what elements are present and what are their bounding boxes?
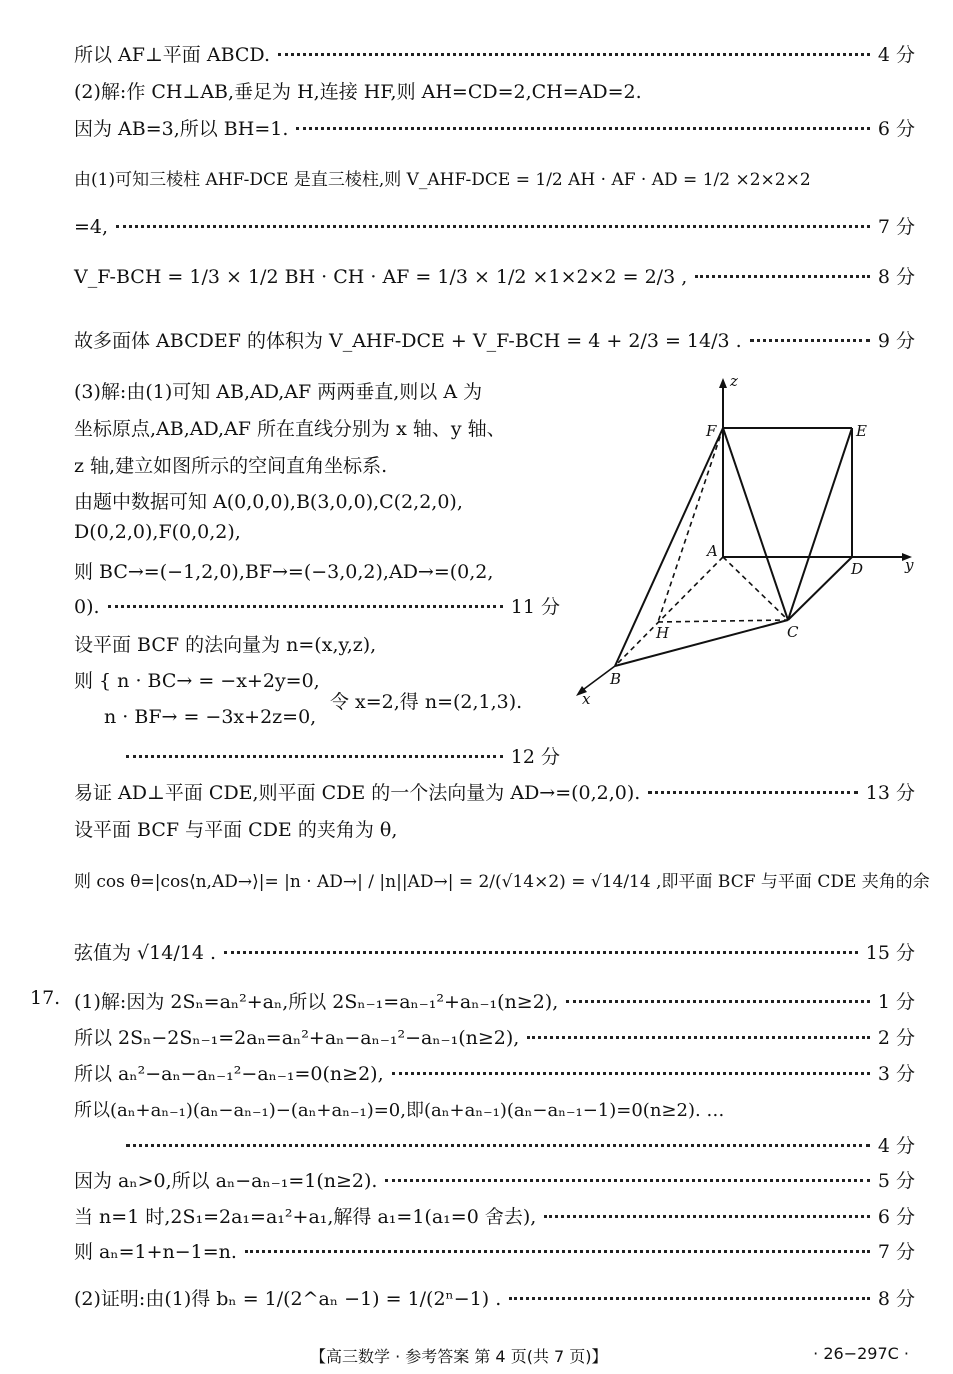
solution-line: 设平面 BCF 与平面 CDE 的夹角为 θ,: [74, 819, 398, 841]
line-text: (1)解:因为 2Sₙ=aₙ²+aₙ,所以 2Sₙ₋₁=aₙ₋₁²+aₙ₋₁(n≥2),: [74, 991, 559, 1013]
solution-line: [118, 1131, 915, 1158]
leader-dots: [108, 605, 503, 608]
label-H: H: [656, 624, 670, 642]
solution-line: [74, 1284, 915, 1311]
line-text: 0).: [74, 596, 100, 618]
leader-dots: [126, 755, 503, 758]
solution-line: [74, 1059, 915, 1086]
label-A: A: [707, 542, 718, 560]
leader-dots: [392, 1072, 870, 1075]
solution-line: [74, 114, 915, 141]
solution-line: 坐标原点,AB,AD,AF 所在直线分别为 x 轴、y 轴、: [74, 418, 506, 440]
score: 5 分: [877, 1170, 915, 1192]
line-text: (2)证明:由(1)得 bₙ = 1/(2^aₙ −1) = 1/(2ⁿ−1) .: [74, 1288, 502, 1310]
label-z: z: [730, 372, 738, 390]
coordinate-figure: [570, 370, 930, 710]
solution-line: D(0,2,0),F(0,0,2),: [74, 521, 241, 543]
score: 4 分: [877, 1135, 915, 1157]
system-line-1: 则 { n · BC→ = −x+2y=0,: [74, 670, 320, 692]
z-arrow: [719, 378, 727, 388]
leader-dots: [544, 1215, 870, 1218]
edge-EC: [788, 428, 852, 620]
solution-line: [74, 212, 915, 239]
solution-line: [74, 938, 915, 965]
leader-dots: [648, 791, 857, 794]
score: 11 分: [510, 596, 560, 618]
leader-dots: [750, 339, 870, 342]
score: 6 分: [877, 118, 915, 140]
score: 4 分: [877, 44, 915, 66]
solution-line: [74, 1023, 915, 1050]
line-text: V_F-BCH = 1/3 × 1/2 BH · CH · AF = 1/3 × 1/2 ×1×2×2 = 2/3 ,: [74, 266, 688, 288]
line-text: 弦值为 √14/14 .: [74, 942, 216, 964]
label-x: x: [582, 690, 591, 708]
x-axis-hidden: [615, 557, 723, 666]
line-text: 当 n=1 时,2S₁=2a₁=a₁²+a₁,解得 a₁=1(a₁=0 舍去),: [74, 1206, 537, 1228]
solution-line: 则 BC→=(−1,2,0),BF→=(−3,0,2),AD→=(0,2,: [74, 561, 494, 583]
label-D: D: [851, 560, 864, 578]
line-text: 故多面体 ABCDEF 的体积为 V_AHF-DCE + V_F-BCH = 4 + 2/3 = 14/3 .: [74, 330, 742, 352]
line-text: =4,: [74, 216, 109, 238]
line-text: 所以 AF⊥平面 ABCD.: [74, 44, 271, 66]
label-y: y: [905, 556, 914, 574]
score: 12 分: [510, 746, 560, 768]
solution-line: [74, 262, 915, 289]
score: 7 分: [877, 1241, 915, 1263]
line-text: 因为 AB=3,所以 BH=1.: [74, 118, 289, 140]
label-F: F: [706, 422, 717, 440]
leader-dots: [278, 53, 870, 56]
score: 15 分: [865, 942, 915, 964]
solution-line: 设平面 BCF 的法向量为 n=(x,y,z),: [74, 634, 377, 656]
solution-line: [74, 592, 560, 619]
footer-code: · 26−297C ·: [813, 1344, 909, 1363]
solution-line: 则 cos θ=|cos⟨n,AD→⟩|= |n · AD→| / |n||AD→| = 2/(√14×2) = √14/14 ,即平面 BCF 与平面 CDE 夹角的余: [74, 872, 930, 892]
solution-line: (3)解:由(1)可知 AB,AD,AF 两两垂直,则以 A 为: [74, 381, 483, 403]
score: 9 分: [877, 330, 915, 352]
solution-line: 所以(aₙ+aₙ₋₁)(aₙ−aₙ₋₁)−(aₙ+aₙ₋₁)=0,即(aₙ+aₙ₋₁)(aₙ−aₙ₋₁−1)=0(n≥2). …: [74, 1100, 725, 1121]
label-B: B: [610, 670, 622, 688]
solution-line: 由(1)可知三棱柱 AHF-DCE 是直三棱柱,则 V_AHF-DCE = 1/2 AH · AF · AD = 1/2 ×2×2×2: [74, 170, 811, 190]
question-number: 17.: [30, 987, 61, 1009]
score: 1 分: [877, 991, 915, 1013]
system-line-2: n · BF→ = −3x+2z=0,: [104, 706, 317, 728]
solution-line: [74, 326, 915, 353]
label-C: C: [787, 623, 799, 641]
line-text: 所以 2Sₙ−2Sₙ₋₁=2aₙ=aₙ²+aₙ−aₙ₋₁²−aₙ₋₁(n≥2),: [74, 1027, 520, 1049]
edge-BC: [615, 620, 788, 666]
score: 6 分: [877, 1206, 915, 1228]
edge-HC: [658, 620, 788, 622]
solution-line: [118, 742, 560, 769]
leader-dots: [126, 1144, 870, 1147]
leader-dots: [245, 1250, 870, 1253]
solution-line: (2)解:作 CH⊥AB,垂足为 H,连接 HF,则 AH=CD=2,CH=AD=2.: [74, 81, 642, 103]
leader-dots: [527, 1036, 870, 1039]
edge-FC: [723, 428, 788, 620]
score: 8 分: [877, 1288, 915, 1310]
footer-title: 【高三数学 · 参考答案 第 4 页(共 7 页)】: [310, 1347, 608, 1366]
solution-line: [74, 987, 915, 1014]
solution-line: [74, 1202, 915, 1229]
line-text: 则 aₙ=1+n−1=n.: [74, 1241, 237, 1263]
leader-dots: [296, 127, 869, 130]
score: 8 分: [877, 266, 915, 288]
system-result: 令 x=2,得 n=(2,1,3).: [330, 691, 523, 713]
leader-dots: [385, 1179, 869, 1182]
line-text: 所以 aₙ²−aₙ−aₙ₋₁²−aₙ₋₁=0(n≥2),: [74, 1063, 384, 1085]
leader-dots: [695, 275, 870, 278]
line-text: 易证 AD⊥平面 CDE,则平面 CDE 的一个法向量为 AD→=(0,2,0).: [74, 782, 641, 804]
score: 3 分: [877, 1063, 915, 1085]
line-text: 因为 aₙ>0,所以 aₙ−aₙ₋₁=1(n≥2).: [74, 1170, 378, 1192]
solution-line: 由题中数据可知 A(0,0,0),B(3,0,0),C(2,2,0),: [74, 491, 463, 513]
score: 7 分: [877, 216, 915, 238]
leader-dots: [224, 951, 858, 954]
solution-line: [74, 1166, 915, 1193]
solution-line: [74, 778, 915, 805]
solution-line: [74, 40, 915, 67]
score: 2 分: [877, 1027, 915, 1049]
solution-line: [74, 1237, 915, 1264]
leader-dots: [116, 225, 870, 228]
score: 13 分: [865, 782, 915, 804]
leader-dots: [566, 1000, 870, 1003]
edge-FH: [658, 428, 723, 622]
leader-dots: [509, 1297, 870, 1300]
label-E: E: [856, 422, 867, 440]
solution-line: z 轴,建立如图所示的空间直角坐标系.: [74, 455, 388, 477]
